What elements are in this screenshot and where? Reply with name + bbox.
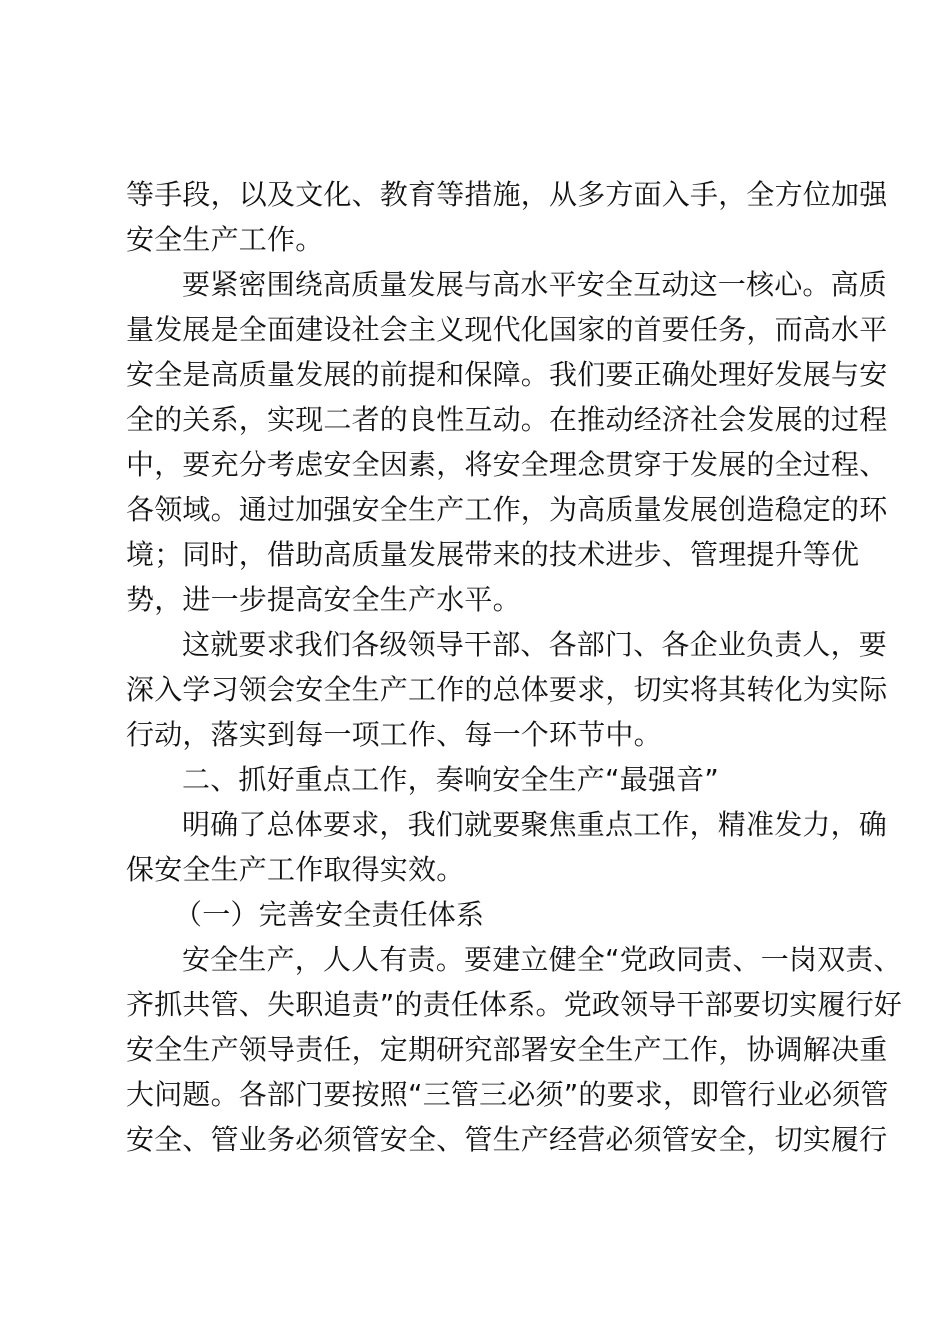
paragraph-start-line: 明确了总体要求，我们就要聚焦重点工作，精准发力，确 — [182, 808, 888, 841]
text-line: 安全生产领导责任，定期研究部署安全生产工作，协调解决重 — [126, 1033, 888, 1066]
text-line: 深入学习领会安全生产工作的总体要求，切实将其转化为实际 — [126, 673, 888, 706]
subsection-heading: （一）完善安全责任体系 — [174, 898, 485, 931]
paragraph-start-line: 安全生产，人人有责。要建立健全“党政同责、一岗双责、 — [182, 943, 902, 976]
text-line: 中，要充分考虑安全因素，将安全理念贯穿于发展的全过程、 — [126, 448, 888, 481]
text-line: 安全是高质量发展的前提和保障。我们要正确处理好发展与安 — [126, 358, 888, 391]
document-body — [126, 172, 903, 1162]
text-line: 势，进一步提高安全生产水平。 — [126, 583, 521, 616]
text-line: 全的关系，实现二者的良性互动。在推动经济社会发展的过程 — [126, 403, 888, 436]
text-line: 齐抓共管、失职追责”的责任体系。党政领导干部要切实履行好 — [126, 988, 903, 1021]
text-line: 大问题。各部门要按照“三管三必须”的要求，即管行业必须管 — [126, 1078, 889, 1111]
text-line: 各领域。通过加强安全生产工作，为高质量发展创造稳定的环 — [126, 493, 888, 526]
text-line: 等手段，以及文化、教育等措施，从多方面入手，全方位加强 — [126, 178, 888, 211]
text-line: 保安全生产工作取得实效。 — [126, 853, 465, 886]
text-line: 安全、管业务必须管安全、管生产经营必须管安全，切实履行 — [126, 1123, 888, 1156]
text-line: 行动，落实到每一项工作、每一个环节中。 — [126, 718, 662, 751]
paragraph-start-line: 要紧密围绕高质量发展与高水平安全互动这一核心。高质 — [182, 268, 888, 301]
text-line: 安全生产工作。 — [126, 223, 324, 256]
section-heading: 二、抓好重点工作，奏响安全生产“最强音” — [182, 763, 720, 796]
text-line: 量发展是全面建设社会主义现代化国家的首要任务，而高水平 — [126, 313, 888, 346]
paragraph-start-line: 这就要求我们各级领导干部、各部门、各企业负责人，要 — [182, 628, 888, 661]
text-line: 境；同时，借助高质量发展带来的技术进步、管理提升等优 — [126, 538, 860, 571]
